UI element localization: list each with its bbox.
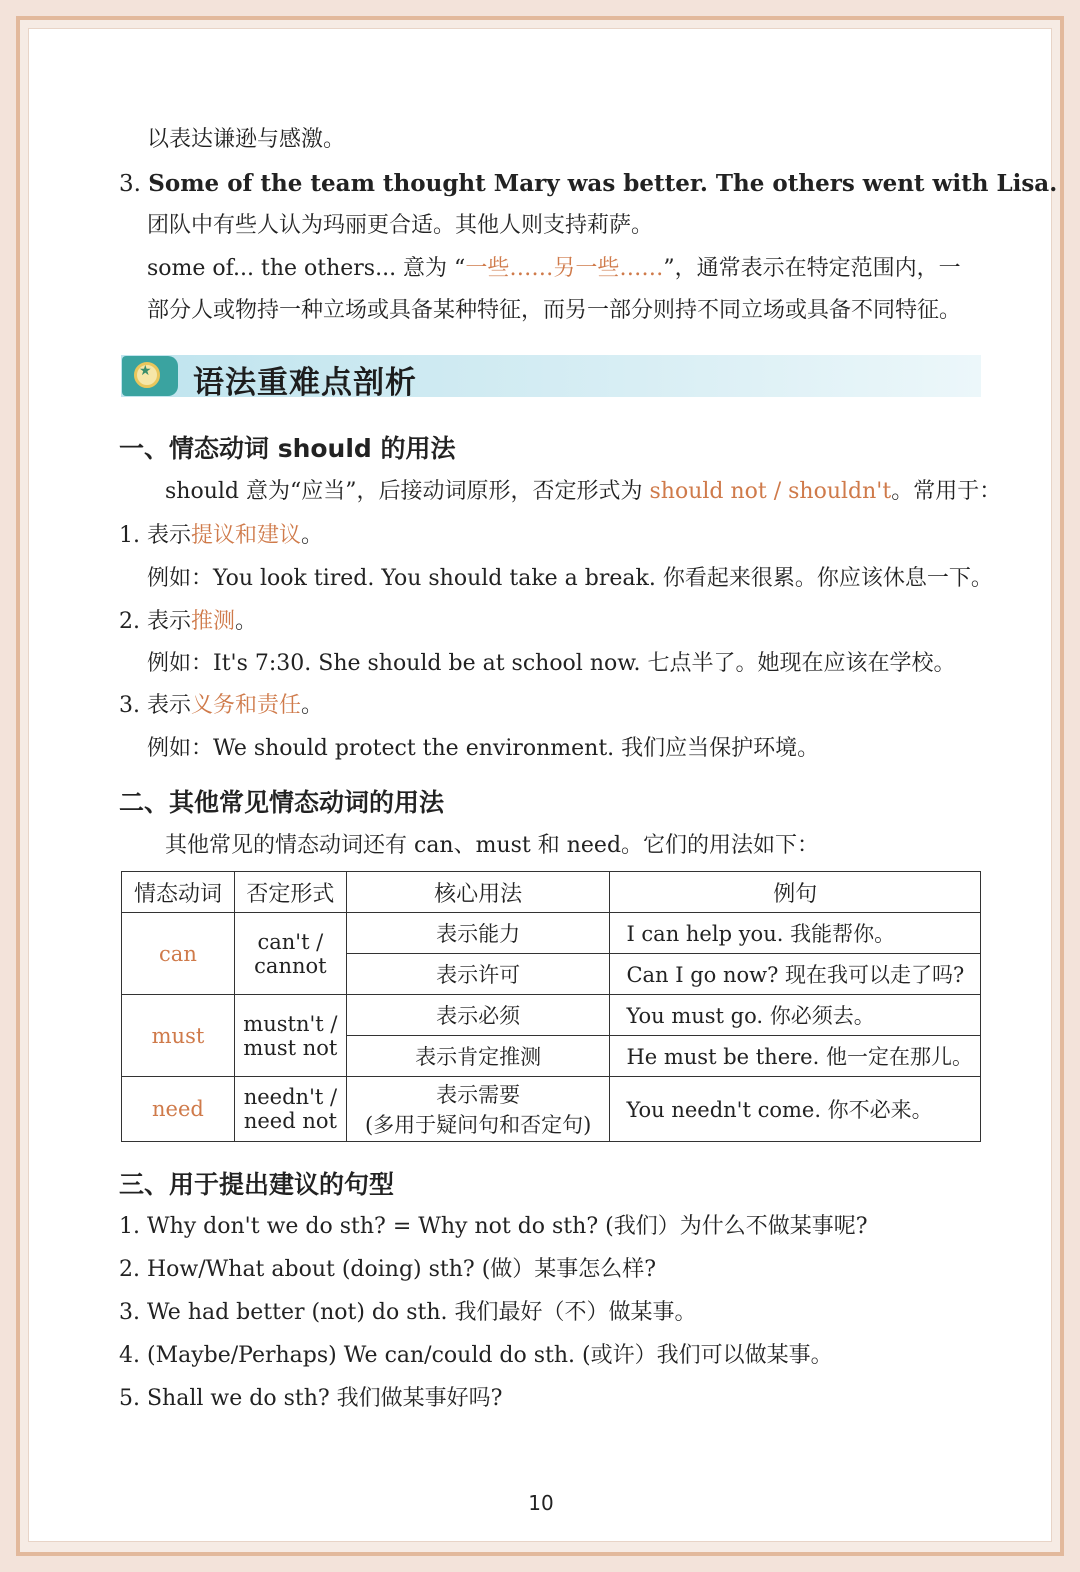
should-usage-1 <box>119 521 323 551</box>
verb-cell: need <box>122 1077 235 1142</box>
table-header: 情态动词 <box>122 872 235 913</box>
intro-text: 。常用于： <box>891 479 1002 504</box>
negative-form-cell: needn't / need not <box>234 1077 346 1142</box>
item-sentence: Some of the team thought Mary was better. The others went with Lisa. <box>148 170 1058 197</box>
table-row <box>122 913 981 954</box>
suggestion-item: 4. (Maybe/Perhaps) We can/could do sth. (或许）我们可以做某事。 <box>119 1343 833 1368</box>
usage-number: 1. <box>119 523 140 548</box>
usage-text: 。 <box>235 609 258 634</box>
usage-number: 2. <box>119 609 140 634</box>
suggestion-item: 5. Shall we do sth? 我们做某事好吗? <box>119 1386 503 1411</box>
item-number: 3. <box>119 171 141 197</box>
item-3-note-line2: 部分人或物持一种立场或具备某种特征，而另一部分则持不同立场或具备不同特征。 <box>147 298 962 323</box>
example-cell: I can help you. 我能帮你。 <box>610 913 981 954</box>
should-usage-3 <box>119 691 323 721</box>
usage-number: 3. <box>119 693 140 718</box>
modals-intro: 其他常见的情态动词还有 can、must 和 need。它们的用法如下： <box>165 833 820 858</box>
usage-cell: 表示能力 <box>346 913 610 954</box>
table-header: 否定形式 <box>234 872 346 913</box>
should-example-2: 例如：It's 7:30. She should be at school now. 七点半了。她现在应该在学校。 <box>147 651 956 676</box>
usage-text: 。 <box>301 523 324 548</box>
note-text: ”，通常表示在特定范围内，一 <box>663 256 961 281</box>
usage-cell: 表示需要 (多用于疑问句和否定句) <box>346 1077 610 1142</box>
should-example-1: 例如：You look tired. You should take a break. 你看起来很累。你应该休息一下。 <box>147 566 993 591</box>
table-row <box>122 1077 981 1142</box>
should-example-3: 例如：We should protect the environment. 我们应当保护环境。 <box>147 736 820 761</box>
note-text: some of... the others... 意为 “ <box>147 256 466 281</box>
table-header: 例句 <box>610 872 981 913</box>
usage-text: 表示 <box>147 609 192 634</box>
should-intro <box>165 477 1001 507</box>
page-number: 10 <box>528 1491 554 1515</box>
subheading-modals: 二、其他常见情态动词的用法 <box>119 788 445 817</box>
section-title: 语法重难点剖析 <box>193 365 417 401</box>
table-header: 核心用法 <box>346 872 610 913</box>
example-cell: You needn't come. 你不必来。 <box>610 1077 981 1142</box>
intro-highlight: should not / shouldn't <box>649 479 892 504</box>
example-cell: He must be there. 他一定在那儿。 <box>610 1036 981 1077</box>
subheading-should: 一、情态动词 should 的用法 <box>119 434 456 463</box>
item-3-translation: 团队中有些人认为玛丽更合适。其他人则支持莉萨。 <box>147 213 654 238</box>
usage-text: 表示 <box>147 693 192 718</box>
usage-highlight: 义务和责任 <box>191 693 302 718</box>
usage-cell: 表示必须 <box>346 995 610 1036</box>
star-medal-icon: ★ <box>122 356 178 396</box>
modal-verbs-table <box>121 871 981 1142</box>
suggestion-item: 3. We had better (not) do sth. 我们最好（不）做某事。 <box>119 1300 697 1325</box>
usage-text: 表示 <box>147 523 192 548</box>
usage-text: 。 <box>301 693 324 718</box>
suggestion-item: 1. Why don't we do sth? = Why not do sth? (我们）为什么不做某事呢? <box>119 1214 868 1239</box>
subheading-suggestions: 三、用于提出建议的句型 <box>119 1170 395 1199</box>
item-3-note <box>147 254 961 284</box>
example-cell: You must go. 你必须去。 <box>610 995 981 1036</box>
usage-highlight: 提议和建议 <box>191 523 302 548</box>
table-header-row <box>122 872 981 913</box>
note-highlight: 一些……另一些…… <box>465 256 664 281</box>
usage-cell: 表示许可 <box>346 954 610 995</box>
continued-line: 以表达谦逊与感激。 <box>147 127 346 152</box>
verb-cell: can <box>122 913 235 995</box>
usage-highlight: 推测 <box>191 609 236 634</box>
verb-cell: must <box>122 995 235 1077</box>
example-cell: Can I go now? 现在我可以走了吗? <box>610 954 981 995</box>
suggestion-item: 2. How/What about (doing) sth? (做）某事怎么样? <box>119 1257 657 1282</box>
should-usage-2 <box>119 607 257 637</box>
negative-form-cell: can't / cannot <box>234 913 346 995</box>
table-row <box>122 995 981 1036</box>
intro-text: should 意为“应当”，后接动词原形，否定形式为 <box>165 479 650 504</box>
document-page <box>28 28 1058 1542</box>
negative-form-cell: mustn't / must not <box>234 995 346 1077</box>
usage-cell: 表示肯定推测 <box>346 1036 610 1077</box>
item-3-heading <box>119 169 1057 199</box>
